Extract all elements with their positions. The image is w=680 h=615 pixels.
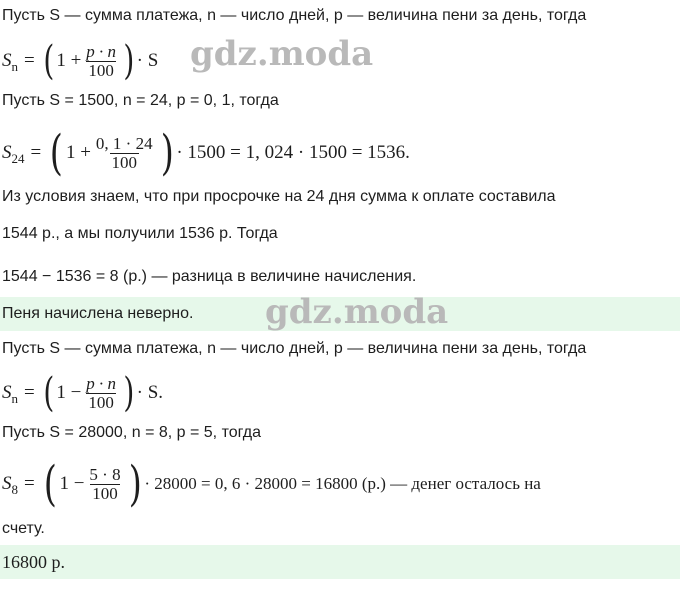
fraction: $\frac{5 \cdot 8}{100}$ <box>89 464 121 503</box>
calc-one: 1 − <box>59 473 85 494</box>
formula-tail: · S <box>136 50 159 71</box>
answer-text-1: Пеня начислена неверно. <box>2 305 194 322</box>
calc-s24: $S_{24}$ = ( 1 + $\frac{0, 1 \cdot 24}{100}$ ) · 1500 = 1, 024 · 1500 = 1536. <box>2 125 410 181</box>
calc-tail: · 28000 = 0, 6 · 28000 = 16800 (р.) — денег осталось на <box>144 474 541 493</box>
formula-one: 1 + <box>56 50 82 71</box>
formula-lhs: $S_n$ <box>2 50 18 74</box>
fraction: $\frac{p \cdot n}{100}$ <box>86 41 117 80</box>
condition-text-2: 1544 р., а мы получили 1536 р. Тогда <box>2 225 278 242</box>
fraction: $\frac{p \cdot n}{100}$ <box>86 373 117 412</box>
answer-band-2 <box>0 545 680 579</box>
calc-tail: · 1500 = 1, 024 · 1500 = 1536. <box>176 142 410 163</box>
calc-lhs: $S_{24}$ <box>2 142 25 166</box>
calc-one: 1 + <box>65 142 91 163</box>
condition-text-1: Из условия знаем, что при просрочке на 24 дня сумма к оплате составила <box>2 188 556 205</box>
formula-tail: · S. <box>136 382 164 403</box>
formula-lhs: $S_n$ <box>2 382 18 406</box>
watermark: gdz.moda <box>190 34 374 74</box>
difference-text: 1544 − 1536 = 8 (р.) — разница в величине начисления. <box>2 268 417 285</box>
given-text-2: Пусть S = 28000, n = 8, p = 5, тогда <box>2 424 261 441</box>
given-text-1: Пусть S = 1500, n = 24, p = 0, 1, тогда <box>2 92 279 109</box>
intro-text-2: Пусть S — сумма платежа, n — число дней, p — величина пени за день, тогда <box>2 340 587 357</box>
formula-sn-minus: $S_n$ = ( 1 − $\frac{p \cdot n}{100}$ ) · S. <box>2 370 164 416</box>
calc-s8: $S_8$ = ( 1 − $\frac{5 \cdot 8}{100}$ ) · 28000 = 0, 6 · 28000 = 16800 (р.) — денег осталось на <box>2 456 541 512</box>
formula-sn-plus: $S_n$ = ( 1 + $\frac{p \cdot n}{100}$ ) · S <box>2 38 159 84</box>
calc-lhs: $S_8$ <box>2 473 18 497</box>
answer-text-2: 16800 р. <box>2 552 65 572</box>
calc-continuation: счету. <box>2 520 45 537</box>
intro-text-1: Пусть S — сумма платежа, n — число дней, p — величина пени за день, тогда <box>2 7 587 24</box>
watermark: gdz.moda <box>265 292 449 332</box>
formula-one: 1 − <box>56 382 82 403</box>
fraction: $\frac{0, 1 \cdot 24}{100}$ <box>95 133 153 172</box>
